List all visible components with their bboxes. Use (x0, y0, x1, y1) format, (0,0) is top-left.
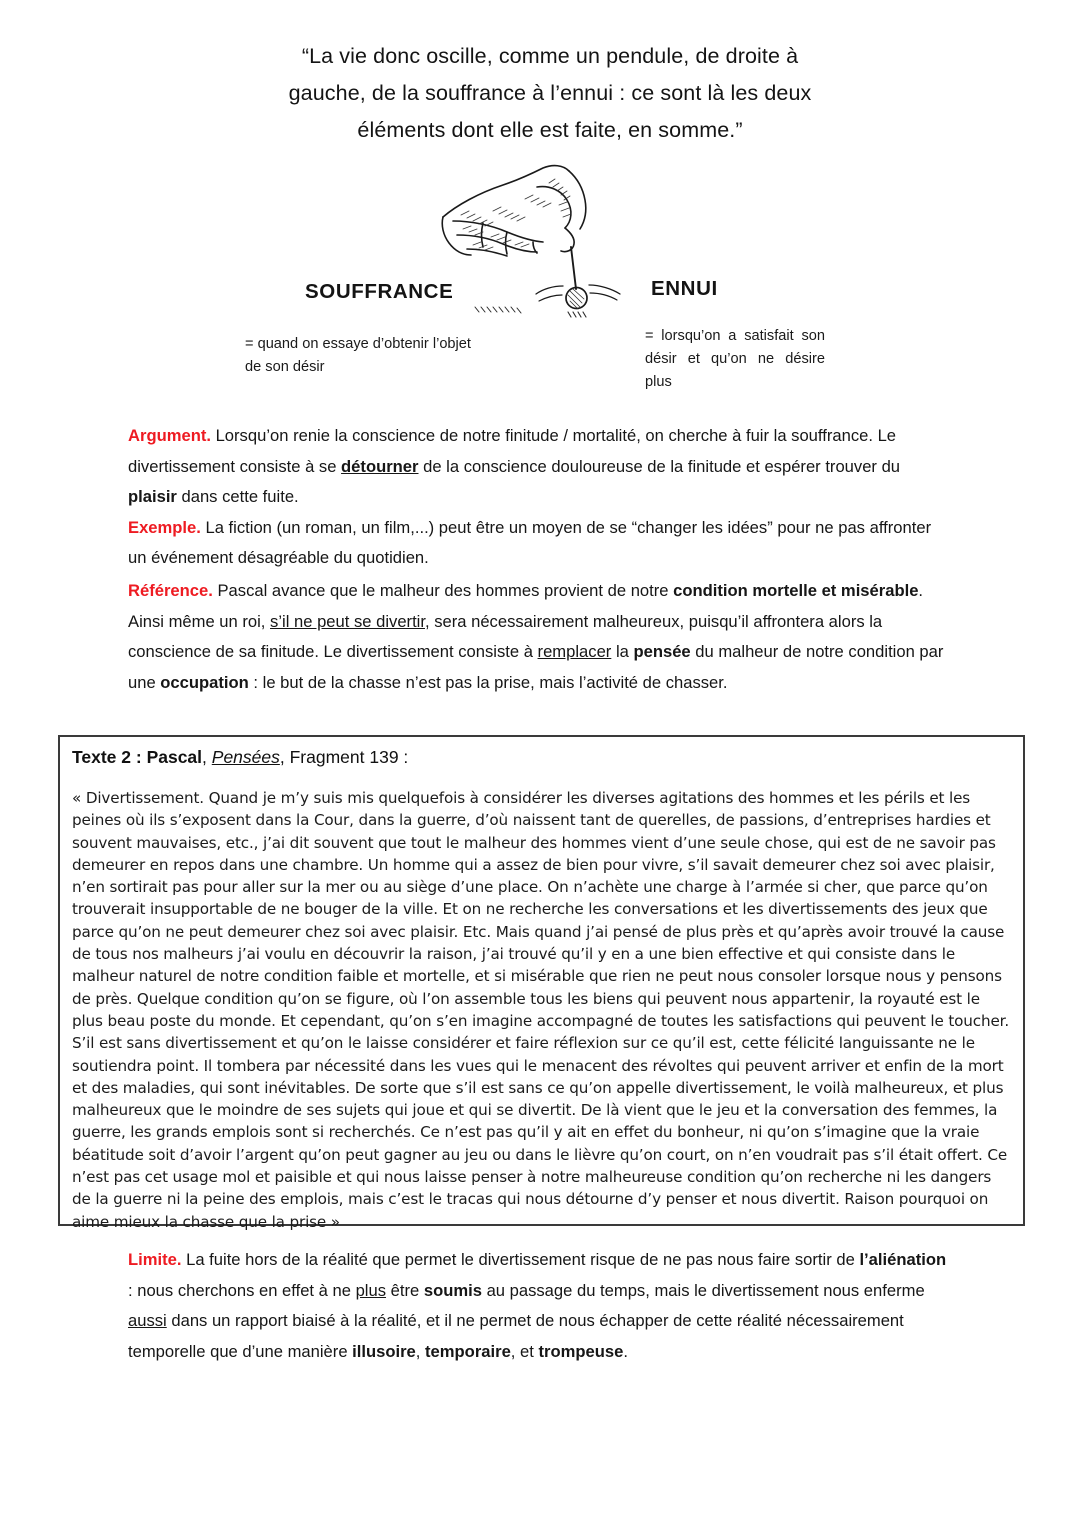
reference-text-5: du malheur de notre condition par une (128, 642, 944, 692)
argument-text-2: de la conscience douloureuse de la finitude et espérer trouver du (418, 456, 901, 476)
source-text-title-reference: Texte 2 : Pascal (72, 747, 203, 767)
reference-block (128, 576, 948, 698)
limite-text-1: La fuite hors de la réalité que permet le divertissement risque de ne pas nous faire sortir de (181, 1250, 860, 1269)
argument-emphasis-detourner: détourner (341, 456, 419, 476)
source-text-title (72, 747, 408, 768)
argument-label: Argument. (128, 426, 211, 445)
limite-emphasis-trompeuse: trompeuse (538, 1341, 624, 1361)
reference-text-4: la (611, 642, 634, 661)
limite-text-8: . (623, 1341, 628, 1361)
limite-emphasis-plus: plus (355, 1280, 387, 1300)
argument-paragraph (128, 421, 948, 513)
header-quotation-line-2: gauche, de la souffrance à l’ennui : ce sont là les deux (288, 81, 812, 105)
header-quotation-line-3: éléments dont elle est faite, en somme.” (357, 118, 743, 142)
figure-label-souffrance: SOUFFRANCE (305, 280, 454, 303)
limite-text-5: dans un rapport biaisé à la réalité, et il ne permet de nous échapper de cette réalité nécessairement temporelle que d’une manière (128, 1311, 904, 1361)
limite-text-7: , et (510, 1341, 539, 1361)
source-text-title-separator: , (202, 747, 212, 767)
reference-emphasis-divertir: s’il ne peut se divertir (270, 611, 425, 631)
reference-label: Référence. (128, 581, 213, 600)
reference-paragraph (128, 576, 948, 698)
figure-definition-ennui: = lorsqu’on a satisfait son désir et qu’on ne désire plus (645, 328, 825, 390)
reference-emphasis-occupation: occupation (160, 672, 249, 692)
figure-definition-souffrance: = quand on essaye d’obtenir l’objet de son désir (245, 336, 471, 375)
header-quotation-line-1: “La vie donc oscille, comme un pendule, de droite à (301, 44, 799, 68)
source-text-title-fragment: , Fragment 139 : (279, 747, 409, 767)
argument-emphasis-plaisir: plaisir (128, 487, 177, 506)
argument-exemple-block (128, 421, 948, 574)
hand-holding-pendulum-illustration (437, 159, 638, 319)
argument-text-3: dans cette fuite. (176, 487, 299, 506)
limite-text-2: : nous cherchons en effet à ne (128, 1280, 356, 1300)
limite-emphasis-soumis: soumis (423, 1280, 482, 1300)
limite-text-4: au passage du temps, mais le divertissement nous enferme (481, 1280, 925, 1300)
limite-block (128, 1245, 948, 1367)
reference-text-6: : le but de la chasse n’est pas la prise, mais l’activité de chasser. (248, 672, 728, 692)
limite-text-6: , (415, 1341, 426, 1361)
reference-emphasis-pensee: pensée (633, 642, 691, 661)
limite-text-3: être (386, 1280, 424, 1300)
exemple-label: Exemple. (128, 517, 201, 537)
limite-emphasis-temporaire: temporaire (425, 1341, 511, 1361)
pendulum-figure-block (0, 155, 1080, 400)
source-text-box (58, 735, 1025, 1231)
exemple-text: La fiction (un roman, un film,...) peut être un moyen de se “changer les idées” pour ne pas affronter un événement désagréable du quotidien. (128, 517, 932, 567)
source-text-title-work: Pensées (211, 747, 280, 767)
exemple-paragraph (128, 513, 948, 574)
figure-label-ennui: ENNUI (651, 277, 718, 300)
source-text-body: « Divertissement. Quand je m’y suis mis quelquefois à considérer les diverses agitations des hommes et les périls et les peines où ils s’exposent dans la Cour, dans la guerre, d’où naissent tant de querelles, de passions, d’entreprises hardies et souvent mauvaises, etc., j’ai dit souvent que tout le malheur des hommes vient d’une seule chose, qui est de ne savoir pas demeurer en repos dans une chambre. Un homme qui a assez de bien pour vivre, s’il savait demeurer chez soi avec plaisir, n’en sortirait pas pour aller sur la mer ou au siège d’une place. On n’achète une charge à l’armée si cher, que parce qu’on trouverait insupportable de ne bouger de la ville. Et on ne recherche les conversations et les divertissements des jeux que parce qu’on ne peut demeurer chez soi avec plaisir. Etc. Mais quand j’ai pensé de plus près et qu’après avoir trouvé la cause de tous nos malheurs j’ai voulu en découvrir la raison, j’ai trouvé qu’il y en a une bien effective et qui consiste dans le malheur naturel de notre condition faible et mortelle, et si misérable que rien ne peut nous consoler lorsque nous y pensons de près. Quelque condition qu’on se figure, où l’on assemble tous les biens qui peuvent nous appartenir, la royauté est le plus beau poste du monde. Et cependant, qu’on s’en imagine accompagné de toutes les satisfactions qui peuvent le toucher. S’il est sans divertissement et qu’on le laisse considérer et faire réflexion sur ce qu’il est, cette félicité languissante ne le soutiendra point. Il tombera par nécessité dans les vues qui le menacent des révoltes qui peuvent arriver et enfin de la mort et des maladies, qui sont inévitables. De sorte que s’il est sans ce qu’on appelle divertissement, le voilà malheureux, et plus malheureux que le moindre de ses sujets qui joue et qui se divertit. De là vient que le jeu et la conversation des femmes, la guerre, les grands emplois sont si recherchés. Ce n’est pas qu’il y ait en effet du bonheur, ni qu’on s’imagine que la vraie béatitude soit d’avoir l’argent qu’on peut gagner au jeu ou dans le lièvre qu’on court, on n’en voudrait pas s’il était offert. Ce n’est pas cet usage mol et paisible et qui nous laisse penser à notre malheureuse condition qu’on recherche ni les dangers de la guerre ni la peine des emplois, mais c’est le tracas qui nous détourne d’y penser et nous divertit. Raison pourquoi on aime mieux la chasse que la prise » (72, 789, 1010, 1231)
header-quotation (245, 38, 855, 149)
reference-text-3: , sera nécessairement malheureux, puisqu’il affrontera alors la conscience de sa finitude. Le divertissement consiste à (128, 611, 883, 661)
limite-emphasis-aussi: aussi (128, 1311, 167, 1330)
reference-emphasis-remplacer: remplacer (537, 642, 612, 661)
limite-paragraph (128, 1245, 948, 1367)
argument-text-1: Lorsqu’on renie la conscience de notre finitude / mortalité, on cherche à fuir la souffrance. Le divertissement consiste à se (128, 426, 897, 476)
reference-text-1: Pascal avance que le malheur des hommes provient de notre (212, 581, 674, 600)
limite-emphasis-illusoire: illusoire (352, 1341, 416, 1361)
limite-label: Limite. (128, 1250, 182, 1269)
reference-text-2: . Ainsi même un roi, (128, 581, 924, 631)
reference-emphasis-condition: condition mortelle et misérable (673, 581, 919, 600)
limite-emphasis-alienation: l’aliénation (859, 1250, 947, 1269)
